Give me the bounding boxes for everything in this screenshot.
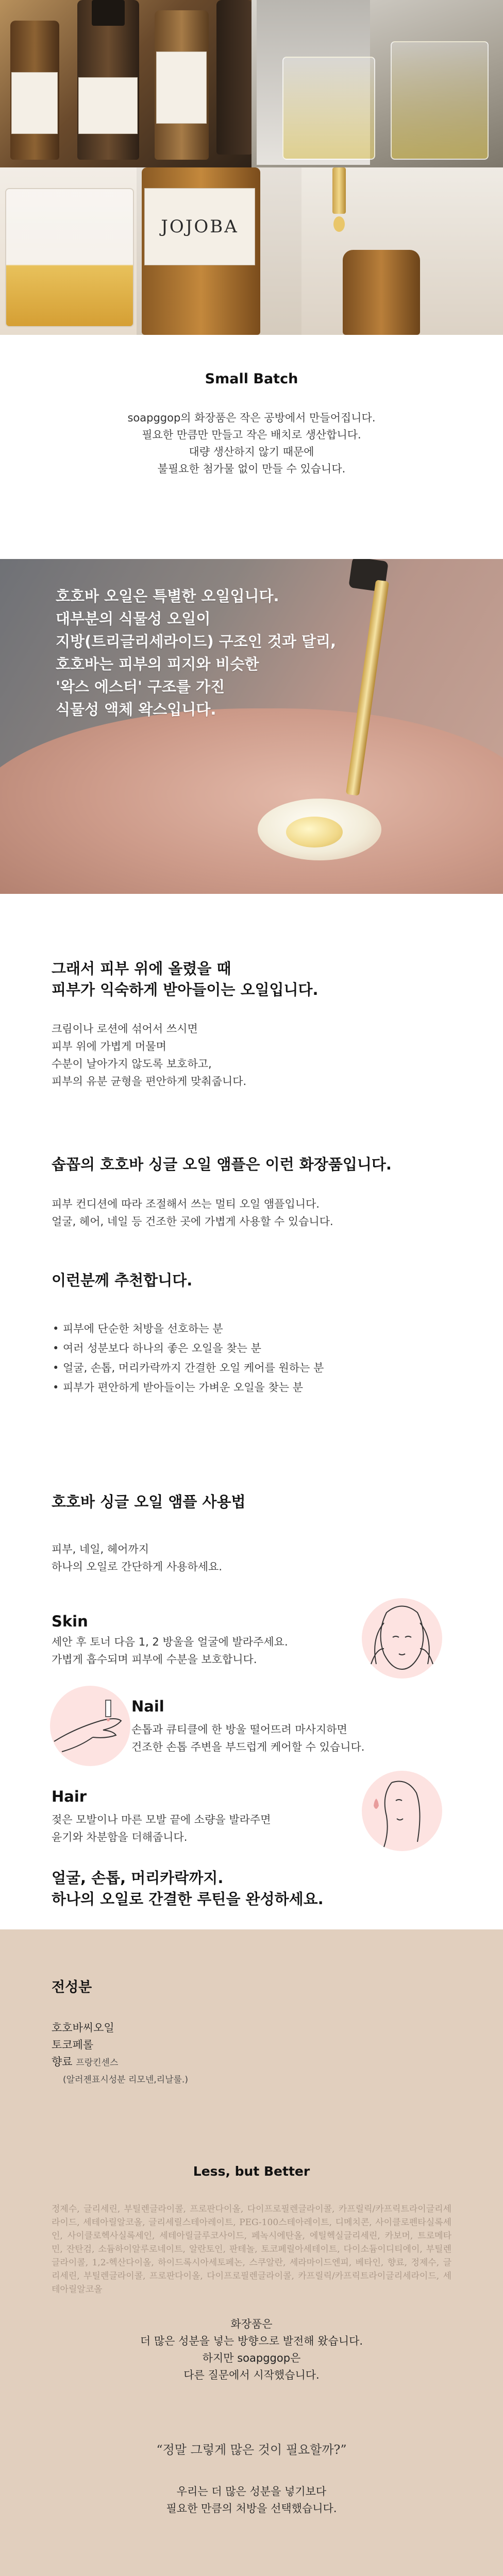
- lb-line: 필요한 만큼의 처방을 선택했습니다.: [166, 2502, 337, 2515]
- philosophy-quote: “정말 그렇게 많은 것이 필요할까?”: [156, 2443, 347, 2457]
- less-but-better-title: Less, but Better: [193, 2164, 310, 2179]
- jojoba-label-text: JOJOBA: [161, 216, 239, 237]
- ampoule-line: 얼굴, 헤어, 네일 등 건조한 곳에 가볍게 사용할 수 있습니다.: [52, 1215, 333, 1228]
- less-but-better-closing: [0, 2483, 503, 2517]
- absorb-heading-line: 피부가 익숙하게 받아들이는 오일입니다.: [52, 981, 318, 998]
- overlay-line: '왁스 에스터' 구조를 가진: [56, 678, 225, 696]
- closing-line: 하나의 오일로 간결한 루틴을 완성하세요.: [52, 1890, 324, 1908]
- ingredients-title: 전성분: [52, 1979, 92, 1995]
- photo-mixing-jars: [252, 0, 503, 167]
- jojoba-label: [144, 188, 255, 265]
- hair-text: [52, 1811, 271, 1846]
- nail-line: 건조한 손톱 주변을 부드럽게 케어할 수 있습니다.: [131, 1741, 365, 1753]
- usage-intro-line: 피부, 네일, 헤어까지: [52, 1543, 149, 1555]
- nail-line: 손톱과 큐티클에 한 방울 떨어뜨려 마사지하면: [131, 1723, 347, 1736]
- ampoule-heading: 솝꼽의 호호바 싱글 오일 앰플은 이런 화장품입니다.: [52, 1156, 392, 1173]
- skin-label: Skin: [52, 1613, 88, 1630]
- lb-line: 화장품은: [230, 2318, 273, 2330]
- fragrance-note: 프랑킨센스: [76, 2058, 119, 2068]
- list-item: • 피부에 단순한 처방을 선호하는 분: [52, 1319, 324, 1338]
- small-batch-section: [0, 335, 503, 559]
- recommend-list: [52, 1319, 324, 1397]
- bottle-label: [156, 52, 207, 124]
- absorb-line: 피부 위에 가볍게 머물며: [52, 1040, 166, 1053]
- nail-text: [131, 1721, 364, 1756]
- hair-line: 윤기와 차분함을 더해줍니다.: [52, 1831, 188, 1843]
- faded-ingredient-background: 정제수, 글리세린, 부틸렌글라이콜, 프로판다이올, 다이프로필렌글라이콜, 카프릴릭/카프릭트라이글리세라이드, 세테아릴알코올, 글리세릴스테아레이트, PEG-100스테아레이트, 디메치콘, 사이클로펜타실록세인, 사이클로헥사실록세인, 세테아릴글루코사이드, 페녹시에탄올, 에틸헥실글리세린, 카보머, 트로메타민, 잔탄검, 소듐하이알루로네이트, 알란토인, 판테놀, 토코페릴아세테이트, 다이소듐이디티에이, 부틸렌글라이콜, 1,2-헥산다이올, 하이드록시아세토페논, 스쿠알란, 세라마이드엔피, 베타인, 향료, 정제수, 글리세린, 부틸렌글라이콜, 프로판다이올, 다이프로필렌글라이콜, 카프릴릭/카프릭트라이글리세라이드, 세테아릴알코올: [52, 2204, 451, 2295]
- lb-line: 다른 질문에서 시작했습니다.: [183, 2369, 320, 2381]
- overlay-line: 호호바는 피부의 피지와 비슷한: [56, 655, 259, 673]
- product-photo-collage: [0, 0, 503, 335]
- absorb-line: 피부의 유분 균형을 편안하게 맞춰줍니다.: [52, 1075, 247, 1088]
- measuring-beaker: [5, 188, 134, 327]
- product-details: [0, 894, 503, 1929]
- hair-label: Hair: [52, 1788, 87, 1805]
- bottle-cap: [92, 0, 125, 26]
- small-batch-line: 불필요한 첨가물 없이 만들 수 있습니다.: [157, 463, 346, 475]
- hair-illustration: [356, 1765, 446, 1855]
- ingredient-item: [52, 2054, 188, 2072]
- hand-skin: [0, 708, 503, 894]
- small-batch-line: 대량 생산하지 않기 때문에: [189, 446, 314, 458]
- hand-illustration: [44, 1680, 134, 1770]
- ingredient-item: 토코페롤: [52, 2039, 94, 2051]
- small-batch-title: Small Batch: [205, 371, 298, 387]
- absorb-heading-line: 그래서 피부 위에 올렸을 때: [52, 960, 231, 977]
- less-but-better-text: [0, 2316, 503, 2384]
- usage-intro: [52, 1540, 222, 1575]
- absorb-heading: [52, 958, 318, 1001]
- hair-line: 젖은 모발이나 마른 모발 끝에 소량을 발라주면: [52, 1814, 271, 1826]
- small-batch-text: [0, 410, 503, 478]
- ingredient-item: 호호바씨오일: [52, 2022, 114, 2034]
- lb-line: 더 많은 성분을 넣는 방향으로 발전해 왔습니다.: [140, 2335, 363, 2347]
- jojoba-description-overlay: [56, 585, 336, 721]
- skin-line: 가볍게 흡수되며 피부에 수분을 보호합니다.: [52, 1653, 257, 1666]
- skin-text: [52, 1633, 288, 1668]
- overlay-line: 대부분의 식물성 오일이: [56, 610, 211, 628]
- list-item: • 얼굴, 손톱, 머리카락까지 간결한 오일 케어를 원하는 분: [52, 1358, 324, 1378]
- list-item: • 여러 성분보다 하나의 좋은 오일을 찾는 분: [52, 1338, 324, 1358]
- absorb-text: [52, 1020, 246, 1090]
- nail-label: Nail: [131, 1698, 164, 1715]
- glass-beaker: [391, 41, 489, 160]
- ingredient-list: [52, 2020, 188, 2089]
- recommend-heading: 이런분께 추천합니다.: [52, 1272, 193, 1289]
- bottle-label: [78, 77, 138, 134]
- bottle-label: [11, 72, 58, 134]
- hand-oil-photo: [0, 559, 503, 894]
- oil-drop: [286, 817, 343, 848]
- fragrance-label: 향료: [52, 2056, 73, 2068]
- photo-oil-beaker: [0, 167, 137, 335]
- small-batch-line: soapggop의 화장품은 작은 공방에서 만들어집니다.: [127, 412, 376, 424]
- closing-line: 얼굴, 손톱, 머리카락까지.: [52, 1869, 224, 1887]
- allergen-note: (알러젠표시성분 리모넨,리날룰.): [63, 2075, 188, 2085]
- oil-drop: [333, 216, 345, 232]
- usage-heading: 호호바 싱글 오일 앰플 사용법: [52, 1493, 246, 1511]
- dark-bottle: [216, 0, 252, 155]
- ampoule-text: [52, 1195, 333, 1230]
- usage-closing: [52, 1868, 324, 1910]
- photo-jojoba-bottle: [137, 167, 301, 335]
- skin-line: 세안 후 토너 다음 1, 2 방울을 얼굴에 발라주세요.: [52, 1636, 288, 1648]
- glass-beaker: [282, 57, 375, 160]
- face-illustration: [356, 1592, 446, 1682]
- overlay-line: 호호바 오일은 특별한 오일입니다.: [56, 587, 279, 605]
- lb-line: 하지만 soapggop은: [202, 2352, 301, 2364]
- ingredients-section: [0, 1929, 503, 2576]
- absorb-line: 크림이나 로션에 섞어서 쓰시면: [52, 1023, 198, 1035]
- overlay-line: 식물성 액체 왁스입니다.: [56, 701, 216, 718]
- overlay-line: 지방(트리글리세라이드) 구조인 것과 달리,: [56, 633, 337, 650]
- absorb-line: 수분이 날아가지 않도록 보호하고,: [52, 1058, 212, 1070]
- photo-dropper-bottle: [301, 167, 503, 335]
- dropper-bottle: [343, 250, 420, 335]
- dropper-tip: [332, 167, 346, 214]
- ampoule-line: 피부 컨디션에 따라 조절해서 쓰는 멀티 오일 앰플입니다.: [52, 1198, 320, 1210]
- small-batch-line: 필요한 만큼만 만들고 작은 배치로 생산합니다.: [142, 429, 361, 441]
- photo-labeled-bottles: [0, 0, 252, 167]
- usage-intro-line: 하나의 오일로 간단하게 사용하세요.: [52, 1561, 222, 1573]
- lb-line: 우리는 더 많은 성분을 넣기보다: [176, 2485, 327, 2498]
- list-item: • 피부가 편안하게 받아들이는 가벼운 오일을 찾는 분: [52, 1378, 324, 1397]
